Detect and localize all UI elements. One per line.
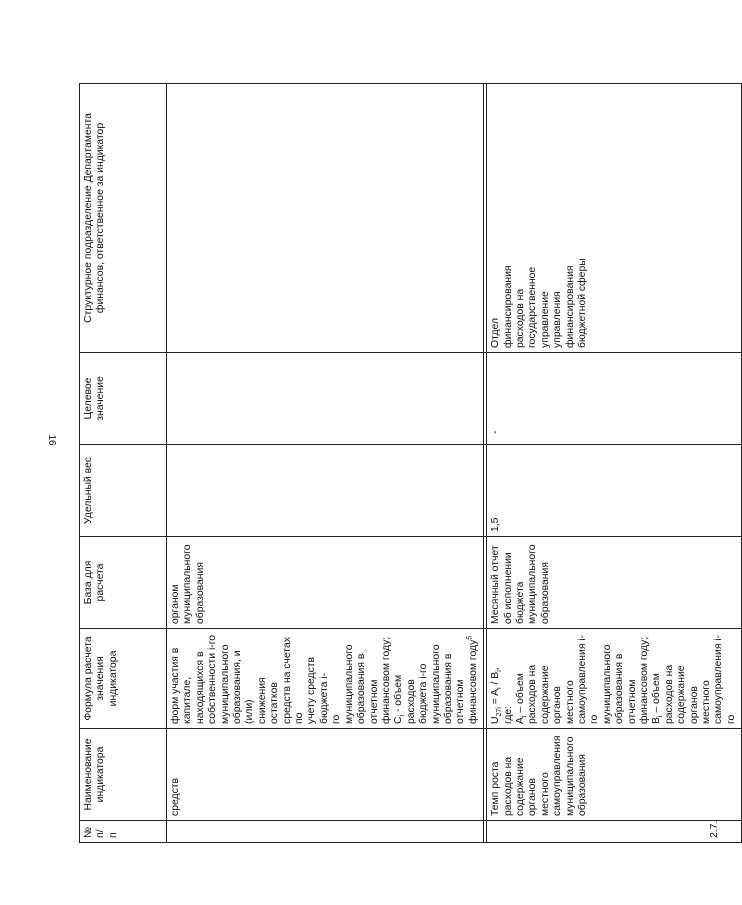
formula-line: го муниципального xyxy=(331,644,355,724)
formula-line: самоуправления i-го xyxy=(713,634,737,724)
header-num: № п/п xyxy=(80,821,167,843)
formula-text: = A xyxy=(490,688,502,708)
base-line: бюджета xyxy=(514,581,526,624)
page-number: 16 xyxy=(46,434,57,446)
footnote-marker: 5 xyxy=(466,635,474,640)
formula-subscript: i xyxy=(399,714,407,717)
formula-subscript: i xyxy=(657,715,665,718)
cell-target xyxy=(167,353,484,445)
formula-text: , xyxy=(490,667,502,671)
formula-line xyxy=(651,633,676,724)
formula-line xyxy=(490,633,502,724)
formula-line: где: xyxy=(502,705,514,724)
cell-formula xyxy=(487,629,742,729)
dept-line: финансирования xyxy=(564,265,576,348)
formula-line xyxy=(393,633,418,724)
formula-line: муниципального xyxy=(219,644,231,724)
base-line: муниципального xyxy=(527,544,539,624)
header-target: Целевое значение xyxy=(80,353,167,445)
formula-line: учету средств бюджета i- xyxy=(306,656,330,724)
base-line: муниципального xyxy=(182,544,194,624)
formula-line xyxy=(515,633,540,724)
formula-line: муниципального xyxy=(601,644,613,724)
formula-symbol: U xyxy=(490,716,502,724)
formula-line: собственности i-го xyxy=(207,634,219,724)
formula-line: средств на счетах по xyxy=(281,637,306,724)
base-line: Месячный отчет xyxy=(490,545,502,624)
rotated-table-container xyxy=(79,83,737,843)
cell-base xyxy=(487,537,742,629)
formula-line xyxy=(468,633,480,724)
dept-line: бюджетной сферы xyxy=(577,258,588,348)
formula-line: финансовом году; xyxy=(380,636,392,724)
formula-line: капитале, находящихся в xyxy=(182,651,206,724)
formula-line: образования в отчетном xyxy=(442,653,467,724)
indicator-table xyxy=(79,83,742,843)
header-base: База для расчета xyxy=(80,537,167,629)
formula-line: самоуправления i-го xyxy=(577,634,601,724)
formula-text: - объем расходов xyxy=(393,674,417,724)
formula-text: финансовом году xyxy=(467,639,479,724)
formula-subscript: i xyxy=(496,687,504,689)
formula-line: местного xyxy=(564,680,576,724)
dept-line: управление xyxy=(539,291,551,348)
formula-subscript: 27i xyxy=(496,707,504,717)
cell-target xyxy=(487,353,742,445)
formula-text: – объем расходов на xyxy=(514,664,539,724)
cell-name: Темп роста расходов на содержание органов местного самоуправления муниципального образования xyxy=(487,729,742,821)
dept-line: государственное xyxy=(527,266,539,348)
formula-line: образования в отчетном xyxy=(356,653,380,724)
header-formula: Формула расчета значения индикатора xyxy=(80,629,167,729)
formula-line: местного xyxy=(701,680,713,724)
header-name: Наименование индикатора xyxy=(80,729,167,821)
formula-line: образования в отчетном xyxy=(614,653,638,724)
formula-text: – объем расходов на xyxy=(651,664,675,724)
cell-num xyxy=(167,821,484,843)
cell-weight xyxy=(167,445,484,537)
formula-text: / B xyxy=(490,671,502,688)
formula-symbol: B xyxy=(651,717,663,724)
formula-line: образования, и (или) xyxy=(232,650,256,724)
formula-line: финансовом году; xyxy=(639,636,651,724)
header-dept: Структурное подразделение Департамента финансов, ответственное за индикатор xyxy=(80,84,167,353)
cell-name: средств xyxy=(167,729,484,821)
dept-line: управления xyxy=(552,291,564,348)
table-header-row xyxy=(80,84,167,843)
dept-line: расходов на xyxy=(514,288,526,348)
dept-line: финансирования xyxy=(502,265,514,348)
formula-line: форм участия в xyxy=(170,647,181,724)
target-value: - xyxy=(490,430,502,434)
formula-subscript: i xyxy=(496,670,504,672)
formula-line: бюджета i-го xyxy=(418,663,430,724)
formula-line: содержание органов xyxy=(676,665,700,724)
cell-weight: 1,5 xyxy=(487,445,742,537)
cell-formula xyxy=(167,629,484,729)
base-line: об исполнении xyxy=(502,552,514,624)
base-line: образования xyxy=(194,562,206,624)
header-weight: Удельный вес xyxy=(80,445,167,537)
formula-line: содержание органов xyxy=(539,665,564,724)
formula-subscript: i xyxy=(521,715,529,718)
cell-num: 2.7. xyxy=(487,821,742,843)
base-line: образования xyxy=(539,562,551,624)
formula-line: муниципального xyxy=(430,644,442,724)
dept-line: Отдел xyxy=(490,317,502,348)
cell-dept xyxy=(167,84,484,353)
base-line: органом xyxy=(170,584,181,624)
cell-base xyxy=(167,537,484,629)
table-row xyxy=(487,84,742,843)
formula-symbol: A xyxy=(514,717,526,724)
formula-symbol: C xyxy=(393,716,405,724)
table-row xyxy=(167,84,484,843)
cell-dept xyxy=(487,84,742,353)
formula-line: снижения остатков xyxy=(256,677,281,724)
